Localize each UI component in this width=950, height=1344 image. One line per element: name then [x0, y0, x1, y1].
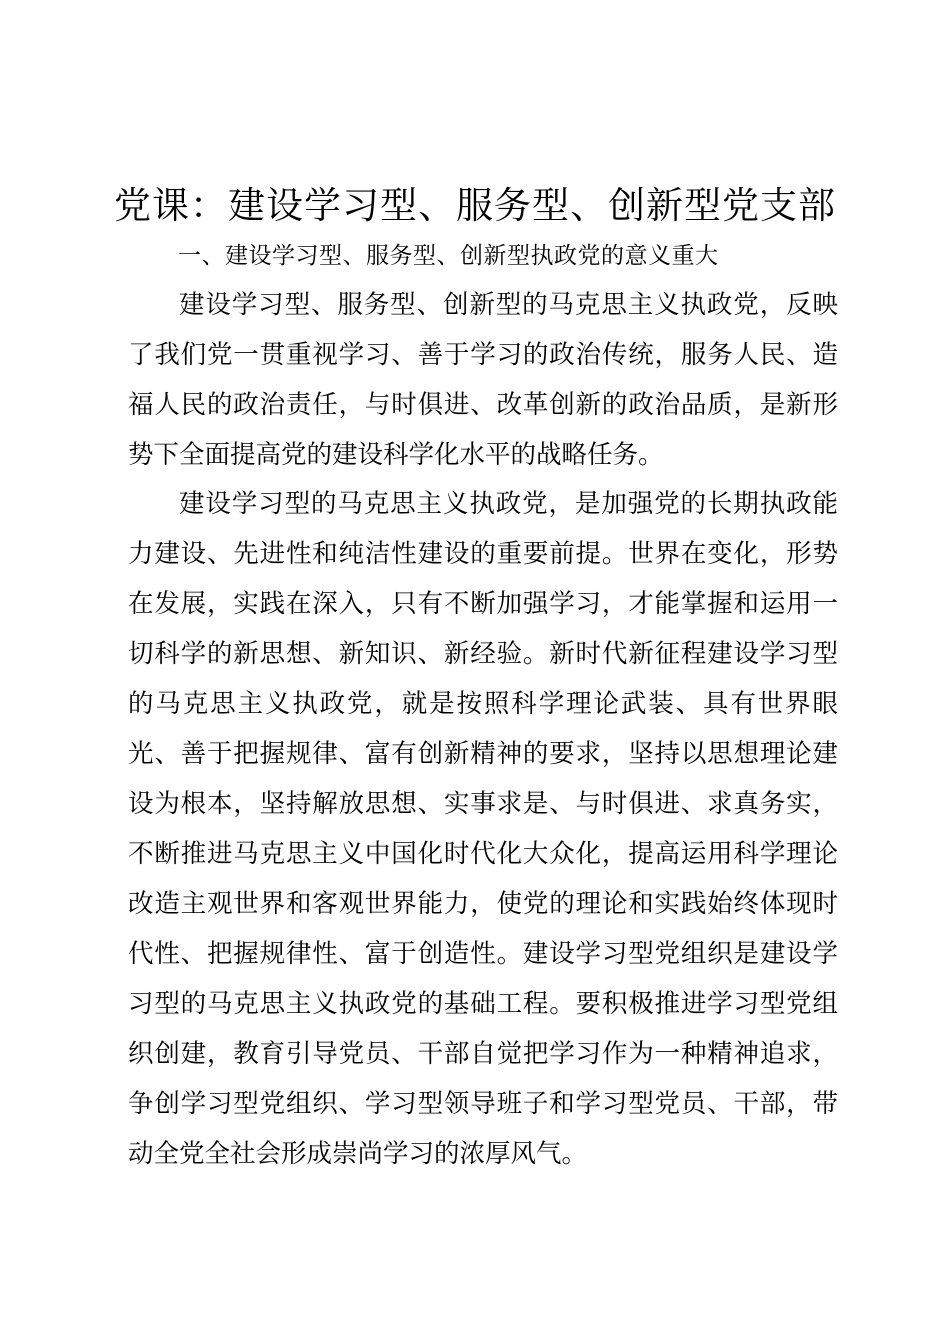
paragraph-1: 建设学习型、服务型、创新型的马克思主义执政党，反映了我们党一贯重视学习、善于学习的政治传统，服务人民、造福人民的政治责任，与时俱进、改革创新的政治品质，是新形势下全面提高党的建设科学化水平的战略任务。 — [128, 290, 838, 470]
document-title: 党课：建设学习型、服务型、创新型党支部 — [114, 184, 836, 227]
section-heading: 一、建设学习型、服务型、创新型执政党的意义重大 — [178, 243, 719, 269]
paragraph-2: 建设学习型的马克思主义执政党，是加强党的长期执政能力建设、先进性和纯洁性建设的重要前提。世界在变化，形势在发展，实践在深入，只有不断加强学习，才能掌握和运用一切科学的新思想、新知识、新经验。新时代新征程建设学习型的马克思主义执政党，就是按照科学理论武装、具有世界眼光、善于把握规律、富有创新精神的要求，坚持以思想理论建设为根本，坚持解放思想、实事求是、与时俱进、求真务实，不断推进马克思主义中国化时代化大众化，提高运用科学理论改造主观世界和客观世界能力，使党的理论和实践始终体现时代性、把握规律性、富于创造性。建设学习型党组织是建设学习型的马克思主义执政党的基础工程。要积极推进学习型党组织创建，教育引导党员、干部自觉把学习作为一种精神追求，争创学习型党组织、学习型领导班子和学习型党员、干部，带动全党全社会形成崇尚学习的浓厚风气。 — [128, 489, 838, 1169]
